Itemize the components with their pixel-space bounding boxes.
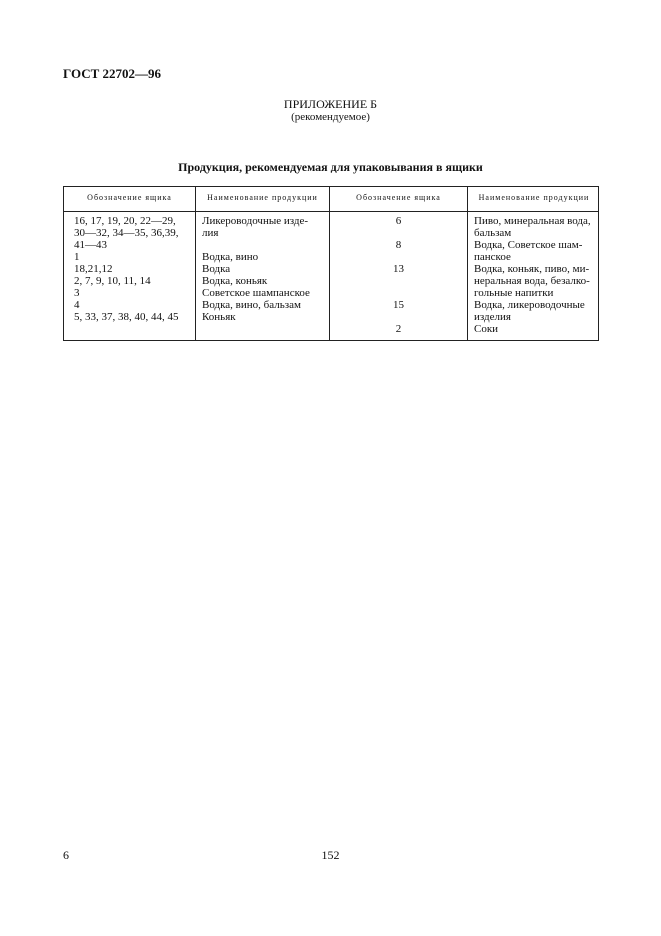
- table-cell: 1: [74, 251, 80, 263]
- page-number-left: 6: [63, 848, 69, 862]
- table-cell: неральная вода, безалко-: [474, 275, 590, 287]
- header-product-name-2: Наименование продукции: [478, 193, 590, 202]
- header-divider: [64, 211, 598, 212]
- column-divider: [195, 187, 196, 340]
- table-cell: Водка, коньяк, пиво, ми-: [474, 263, 590, 275]
- document-code: ГОСТ 22702—96: [63, 66, 162, 81]
- table-cell: Водка, вино: [202, 251, 259, 263]
- table-cell: панское: [474, 251, 511, 263]
- table-cell: Ликероводочные изде-: [202, 215, 309, 227]
- table-cell: Пиво, минеральная вода,: [474, 215, 591, 227]
- table-cell: Водка, Советское шам-: [474, 239, 583, 251]
- table-cell: [330, 227, 467, 239]
- table-cell: 13: [393, 263, 404, 275]
- table-cell: Водка, коньяк: [202, 275, 268, 287]
- table-cell: 6: [395, 215, 402, 227]
- appendix-subtitle: (рекомендуемое): [291, 111, 370, 123]
- table-cell: [330, 251, 467, 263]
- table-cell: Коньяк: [202, 311, 236, 323]
- table-cell: 5, 33, 37, 38, 40, 44, 45: [74, 311, 179, 323]
- table-cell: [330, 311, 467, 323]
- table-cell: [202, 239, 326, 251]
- table-cell: [330, 287, 467, 299]
- column-divider: [467, 187, 468, 340]
- table-title: Продукция, рекомендуемая для упаковывания в ящики: [178, 160, 483, 174]
- table-cell: 18,21,12: [74, 263, 113, 275]
- box-designation-column-2: [330, 215, 467, 335]
- table-cell: изделия: [474, 311, 511, 323]
- table-cell: Водка, ликероводочные: [474, 299, 585, 311]
- header-box-designation-2: Обозначение ящика: [356, 193, 441, 202]
- table-cell: 3: [74, 287, 80, 299]
- table-cell: лия: [202, 227, 219, 239]
- product-name-column-2: [474, 215, 598, 335]
- products-table: [63, 186, 599, 341]
- appendix-title: ПРИЛОЖЕНИЕ Б: [283, 97, 378, 111]
- table-cell: 16, 17, 19, 20, 22—29,: [74, 215, 176, 227]
- table-cell: Соки: [474, 323, 499, 335]
- table-cell: 4: [74, 299, 80, 311]
- table-cell: бальзам: [474, 227, 512, 239]
- table-cell: 30—32, 34—35, 36,39,: [74, 227, 179, 239]
- table-cell: 15: [393, 299, 404, 311]
- table-cell: Водка, вино, бальзам: [202, 299, 301, 311]
- table-cell: Советское шампанское: [202, 287, 310, 299]
- table-cell: гольные напитки: [474, 287, 554, 299]
- table-cell: 2: [395, 323, 402, 335]
- table-cell: Водка: [202, 263, 231, 275]
- header-box-designation-1: Обозначение ящика: [87, 193, 172, 202]
- box-designation-column-1: [74, 215, 192, 323]
- header-product-name-1: Наименование продукции: [207, 193, 318, 202]
- page-number-center: 152: [321, 848, 340, 862]
- table-cell: [330, 275, 467, 287]
- table-cell: 2, 7, 9, 10, 11, 14: [74, 275, 151, 287]
- product-name-column-1: [202, 215, 326, 323]
- table-cell: 8: [395, 239, 402, 251]
- table-cell: 41—43: [74, 239, 107, 251]
